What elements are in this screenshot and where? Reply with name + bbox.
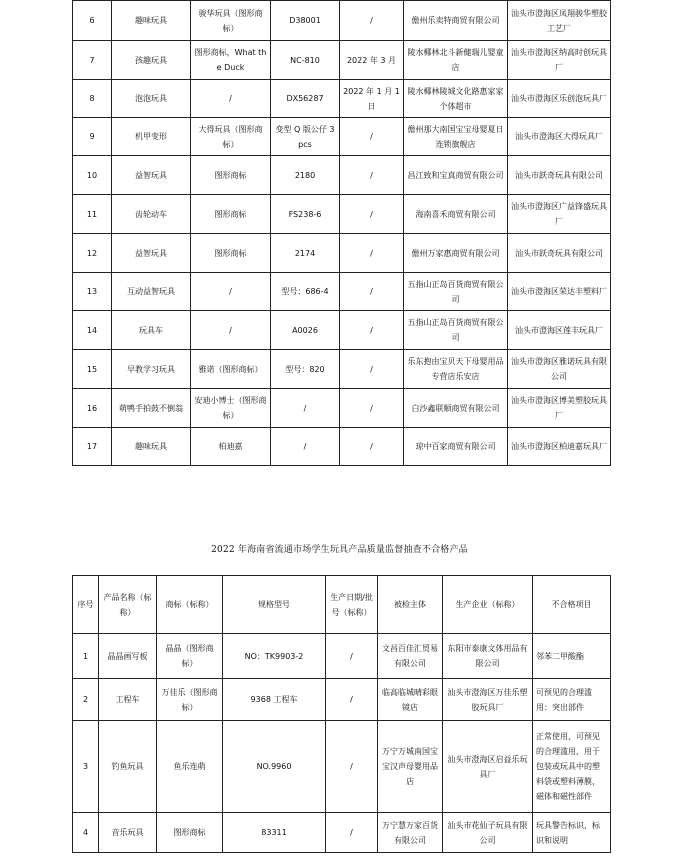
cell-fail: 正常使用，可预见的合理滥用，用于包装或玩具中的塑料袋或塑料薄膜，磁体和磁性部件 <box>533 721 611 813</box>
cell-no: 3 <box>73 721 99 813</box>
cell-model: A0026 <box>271 311 340 350</box>
cell-model: / <box>271 389 340 428</box>
header-production-date: 生产日期/批号（标称） <box>326 576 378 634</box>
table-row <box>73 273 611 311</box>
cell-model: FS238-6 <box>271 195 340 234</box>
cell-model: D38001 <box>271 1 340 41</box>
cell-maker: 汕头市澄海区凤翔骏华塑胶工艺厂 <box>508 1 611 41</box>
cell-brand: 图形商标 <box>157 813 223 853</box>
cell-date: / <box>340 428 404 466</box>
header-inspected-subject: 被检主体 <box>378 576 443 634</box>
table-row <box>73 634 611 679</box>
cell-no: 13 <box>73 273 112 311</box>
cell-brand: 图形商标，What the Duck <box>191 41 271 80</box>
cell-model: NO：TK9903-2 <box>223 634 326 679</box>
header-failed-items: 不合格项目 <box>533 576 611 634</box>
cell-subject: 万宁慧万家百货有限公司 <box>378 813 443 853</box>
cell-name: 萌鸭手拍鼓不倒翁 <box>112 389 191 428</box>
cell-brand: 柏迪嘉 <box>191 428 271 466</box>
cell-brand: 大得玩具（图形商标） <box>191 118 271 156</box>
cell-maker: 汕头市澄海区雅诺玩具有限公司 <box>508 350 611 389</box>
cell-maker: 汕头市澄海区柏迪嘉玩具厂 <box>508 428 611 466</box>
cell-no: 2 <box>73 679 99 721</box>
cell-brand: 晶晶（图形商标） <box>157 634 223 679</box>
cell-fail: 邻苯二甲酸酯 <box>533 634 611 679</box>
continued-table-body <box>73 1 611 466</box>
table-row <box>73 311 611 350</box>
cell-subject: 儋州乐卖特商贸有限公司 <box>404 1 508 41</box>
cell-no: 10 <box>73 156 112 195</box>
cell-subject: 白沙鑫联顺商贸有限公司 <box>404 389 508 428</box>
cell-subject: 儋州万家惠商贸有限公司 <box>404 234 508 273</box>
cell-date: / <box>340 389 404 428</box>
cell-maker: 汕头市澄海区纳高时创玩具厂 <box>508 41 611 80</box>
cell-subject: 陵水椰林陵城文化路惠家家个体超市 <box>404 80 508 118</box>
cell-maker: 汕头市澄海区乐创泡玩具厂 <box>508 80 611 118</box>
table-row <box>73 428 611 466</box>
cell-brand: / <box>191 80 271 118</box>
cell-no: 6 <box>73 1 112 41</box>
cell-model: 2174 <box>271 234 340 273</box>
cell-date: / <box>326 721 378 813</box>
header-brand: 商标（标称） <box>157 576 223 634</box>
cell-name: 钓鱼玩具 <box>99 721 157 813</box>
cell-date: / <box>340 195 404 234</box>
cell-brand: / <box>191 273 271 311</box>
cell-subject: 文昌百佳汇贸易有限公司 <box>378 634 443 679</box>
table-row <box>73 1 611 41</box>
cell-brand: 骏华玩具（图形商标） <box>191 1 271 41</box>
table-row <box>73 41 611 80</box>
table-row <box>73 389 611 428</box>
cell-name: 工程车 <box>99 679 157 721</box>
cell-date: / <box>340 350 404 389</box>
table-row <box>73 156 611 195</box>
cell-subject: 陵水椰林北斗新健瑞儿婴童店 <box>404 41 508 80</box>
cell-model: 83311 <box>223 813 326 853</box>
cell-model: NO.9960 <box>223 721 326 813</box>
cell-subject: 五指山正岛百货商贸有限公司 <box>404 273 508 311</box>
failed-table-body <box>73 634 611 853</box>
cell-fail: 玩具警告标识，标识和说明 <box>533 813 611 853</box>
cell-no: 9 <box>73 118 112 156</box>
cell-name: 趣味玩具 <box>112 1 191 41</box>
table-row <box>73 195 611 234</box>
table-row <box>73 350 611 389</box>
cell-subject: 琼中百家商贸有限公司 <box>404 428 508 466</box>
cell-no: 12 <box>73 234 112 273</box>
cell-date: 2022 年 1 月 1 日 <box>340 80 404 118</box>
cell-brand: 图形商标 <box>191 195 271 234</box>
cell-brand: 万佳乐（图形商标） <box>157 679 223 721</box>
cell-name: 音乐玩具 <box>99 813 157 853</box>
cell-maker: 汕头市澄海区广益锋盛玩具厂 <box>508 195 611 234</box>
cell-subject: 海南喜禾商贸有限公司 <box>404 195 508 234</box>
cell-date: / <box>340 156 404 195</box>
cell-name: 机甲变形 <box>112 118 191 156</box>
header-no: 序号 <box>73 576 99 634</box>
cell-subject: 五指山正岛百货商贸有限公司 <box>404 311 508 350</box>
cell-date: / <box>340 118 404 156</box>
cell-brand: / <box>191 311 271 350</box>
cell-model: / <box>271 428 340 466</box>
cell-maker: 汕头市澄海区大得玩具厂 <box>508 118 611 156</box>
table-row <box>73 118 611 156</box>
header-manufacturer: 生产企业（标称） <box>443 576 533 634</box>
cell-name: 益智玩具 <box>112 234 191 273</box>
failed-products-table <box>72 575 611 853</box>
cell-model: NC-810 <box>271 41 340 80</box>
cell-subject: 乐东抱由宝贝天下母婴用品专营店乐安店 <box>404 350 508 389</box>
cell-model: 型号：820 <box>271 350 340 389</box>
section-title: 2022 年海南省流通市场学生玩具产品质量监督抽查不合格产品 <box>211 545 468 555</box>
cell-name: 晶晶画写板 <box>99 634 157 679</box>
cell-maker: 汕头市花仙子玩具有限公司 <box>443 813 533 853</box>
cell-model: 2180 <box>271 156 340 195</box>
table-row <box>73 234 611 273</box>
table-row <box>73 721 611 813</box>
cell-maker: 东阳市泰康文体用品有限公司 <box>443 634 533 679</box>
cell-maker: 汕头市跃奇玩具有限公司 <box>508 234 611 273</box>
cell-date: / <box>340 311 404 350</box>
cell-no: 16 <box>73 389 112 428</box>
table-row <box>73 80 611 118</box>
cell-date: / <box>340 1 404 41</box>
cell-no: 11 <box>73 195 112 234</box>
table-row <box>73 813 611 853</box>
cell-no: 7 <box>73 41 112 80</box>
cell-subject: 临高临城晴彩眼镜店 <box>378 679 443 721</box>
cell-brand: 图形商标 <box>191 156 271 195</box>
cell-no: 15 <box>73 350 112 389</box>
cell-brand: 鱼乐连萌 <box>157 721 223 813</box>
cell-no: 17 <box>73 428 112 466</box>
table-row <box>73 679 611 721</box>
cell-date: / <box>326 813 378 853</box>
cell-maker: 汕头市澄海区莲丰玩具厂 <box>508 311 611 350</box>
cell-name: 益智玩具 <box>112 156 191 195</box>
cell-model: 型号：686-4 <box>271 273 340 311</box>
cell-maker: 汕头市跃奇玩具有限公司 <box>508 156 611 195</box>
cell-maker: 汕头市澄海区万佳乐塑胶玩具厂 <box>443 679 533 721</box>
cell-date: / <box>326 679 378 721</box>
cell-model: 9368 工程车 <box>223 679 326 721</box>
cell-name: 早教学习玩具 <box>112 350 191 389</box>
cell-maker: 汕头市澄海区启益乐玩具厂 <box>443 721 533 813</box>
cell-no: 1 <box>73 634 99 679</box>
cell-date: / <box>340 273 404 311</box>
cell-date: / <box>340 234 404 273</box>
cell-model: DX56287 <box>271 80 340 118</box>
cell-brand: 雅诺（图形商标） <box>191 350 271 389</box>
cell-brand: 图形商标 <box>191 234 271 273</box>
cell-maker: 汕头市澄海区博美塑胶玩具厂 <box>508 389 611 428</box>
cell-model: 变型 Q 版公仔 3pcs <box>271 118 340 156</box>
cell-no: 14 <box>73 311 112 350</box>
table-header-row <box>73 576 611 634</box>
cell-name: 玩具车 <box>112 311 191 350</box>
cell-date: 2022 年 3 月 <box>340 41 404 80</box>
cell-date: / <box>326 634 378 679</box>
cell-brand: 安迪小博士（图形商标） <box>191 389 271 428</box>
cell-name: 齿轮动车 <box>112 195 191 234</box>
cell-fail: 可预见的合理滥用：突出部件 <box>533 679 611 721</box>
cell-no: 8 <box>73 80 112 118</box>
cell-no: 4 <box>73 813 99 853</box>
cell-subject: 昌江致和宝真商贸有限公司 <box>404 156 508 195</box>
cell-name: 趣味玩具 <box>112 428 191 466</box>
continued-sample-table <box>72 0 611 466</box>
cell-name: 互动益智玩具 <box>112 273 191 311</box>
cell-subject: 儋州那大南国宝宝母婴夏日连锁旗舰店 <box>404 118 508 156</box>
cell-name: 孩趣玩具 <box>112 41 191 80</box>
cell-subject: 万宁万城南国宝宝汉声母婴用品店 <box>378 721 443 813</box>
cell-name: 泡泡玩具 <box>112 80 191 118</box>
cell-maker: 汕头市澄海区荣达丰塑料厂 <box>508 273 611 311</box>
header-product-name: 产品名称（标称） <box>99 576 157 634</box>
header-model: 规格型号 <box>223 576 326 634</box>
